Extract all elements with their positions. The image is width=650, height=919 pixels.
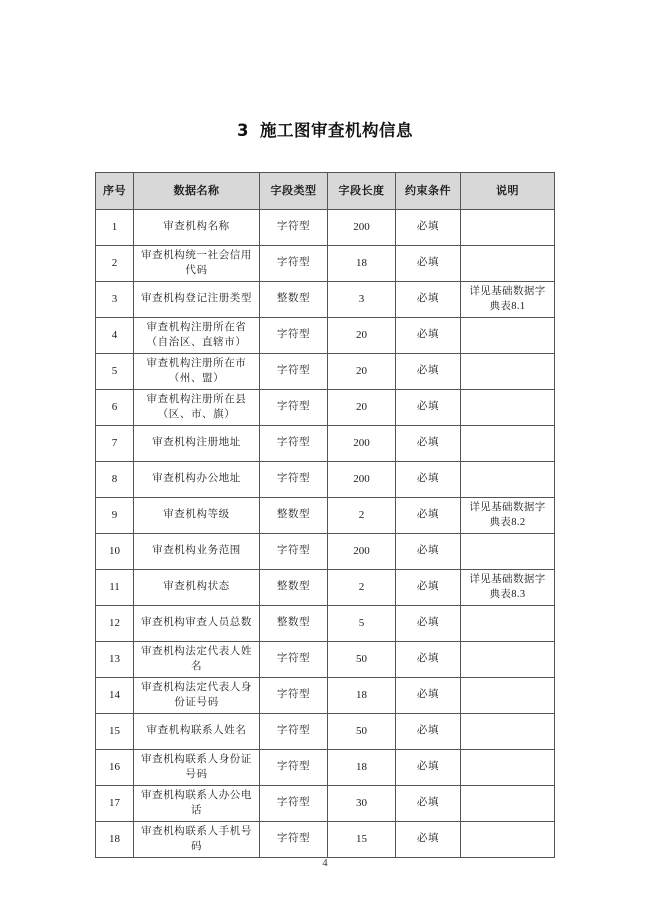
cell-constraint: 必填 [396,498,461,534]
cell-type: 字符型 [260,714,328,750]
column-header-length: 字段长度 [328,173,396,210]
cell-note [461,210,555,246]
table-header [96,173,555,210]
cell-name: 审查机构注册所在市（州、盟） [134,354,260,390]
cell-note [461,462,555,498]
cell-name: 审查机构状态 [134,570,260,606]
cell-seq: 2 [96,246,134,282]
cell-constraint: 必填 [396,642,461,678]
cell-constraint: 必填 [396,714,461,750]
cell-name: 审查机构联系人办公电话 [134,786,260,822]
cell-seq: 1 [96,210,134,246]
cell-note [461,678,555,714]
table-row [96,786,555,822]
cell-name: 审查机构登记注册类型 [134,282,260,318]
cell-name: 审查机构法定代表人身份证号码 [134,678,260,714]
cell-type: 字符型 [260,642,328,678]
cell-seq: 11 [96,570,134,606]
cell-length: 50 [328,714,396,750]
cell-seq: 9 [96,498,134,534]
table-row [96,246,555,282]
column-header-type: 字段类型 [260,173,328,210]
cell-length: 20 [328,390,396,426]
cell-length: 2 [328,498,396,534]
cell-note [461,714,555,750]
cell-note: 详见基础数据字典表8.2 [461,498,555,534]
cell-name: 审查机构注册地址 [134,426,260,462]
cell-type: 字符型 [260,822,328,858]
spec-table-container [95,172,554,858]
cell-type: 字符型 [260,318,328,354]
cell-type: 字符型 [260,462,328,498]
cell-name: 审查机构法定代表人姓名 [134,642,260,678]
table-row [96,282,555,318]
cell-type: 字符型 [260,750,328,786]
cell-note: 详见基础数据字典表8.3 [461,570,555,606]
cell-seq: 12 [96,606,134,642]
cell-name: 审查机构业务范围 [134,534,260,570]
table-row [96,642,555,678]
cell-length: 5 [328,606,396,642]
table-row [96,714,555,750]
cell-constraint: 必填 [396,822,461,858]
cell-note [461,642,555,678]
table-row [96,498,555,534]
cell-type: 字符型 [260,426,328,462]
cell-type: 字符型 [260,678,328,714]
cell-length: 200 [328,462,396,498]
cell-seq: 6 [96,390,134,426]
cell-constraint: 必填 [396,462,461,498]
table-header-row [96,173,555,210]
cell-constraint: 必填 [396,606,461,642]
cell-length: 30 [328,786,396,822]
table-row [96,822,555,858]
cell-seq: 13 [96,642,134,678]
cell-type: 整数型 [260,606,328,642]
cell-name: 审查机构等级 [134,498,260,534]
cell-length: 200 [328,534,396,570]
cell-length: 18 [328,246,396,282]
cell-length: 2 [328,570,396,606]
cell-note [461,822,555,858]
table-row [96,678,555,714]
cell-seq: 3 [96,282,134,318]
cell-note [461,318,555,354]
cell-note [461,534,555,570]
table-row [96,462,555,498]
cell-seq: 14 [96,678,134,714]
cell-note [461,246,555,282]
table-row [96,570,555,606]
cell-length: 50 [328,642,396,678]
cell-constraint: 必填 [396,354,461,390]
cell-seq: 10 [96,534,134,570]
cell-seq: 17 [96,786,134,822]
cell-name: 审查机构注册所在省（自治区、直辖市） [134,318,260,354]
table-body [96,210,555,858]
cell-name: 审查机构审查人员总数 [134,606,260,642]
table-row [96,210,555,246]
cell-type: 整数型 [260,570,328,606]
cell-length: 3 [328,282,396,318]
cell-length: 18 [328,678,396,714]
table-row [96,606,555,642]
cell-name: 审查机构联系人姓名 [134,714,260,750]
cell-type: 字符型 [260,390,328,426]
cell-constraint: 必填 [396,786,461,822]
table-row [96,426,555,462]
cell-length: 200 [328,426,396,462]
cell-type: 整数型 [260,282,328,318]
cell-length: 18 [328,750,396,786]
cell-constraint: 必填 [396,246,461,282]
cell-type: 字符型 [260,246,328,282]
cell-length: 20 [328,318,396,354]
section-title-number: 3 [237,121,249,140]
cell-seq: 16 [96,750,134,786]
page-number: 4 [322,858,328,869]
table-row [96,750,555,786]
cell-seq: 15 [96,714,134,750]
cell-constraint: 必填 [396,282,461,318]
cell-name: 审查机构名称 [134,210,260,246]
cell-type: 字符型 [260,210,328,246]
cell-note [461,786,555,822]
cell-length: 15 [328,822,396,858]
cell-constraint: 必填 [396,390,461,426]
cell-type: 字符型 [260,354,328,390]
cell-note [461,390,555,426]
cell-note [461,354,555,390]
table-row [96,354,555,390]
cell-seq: 4 [96,318,134,354]
cell-seq: 8 [96,462,134,498]
column-header-note: 说明 [461,173,555,210]
cell-type: 字符型 [260,786,328,822]
cell-seq: 7 [96,426,134,462]
cell-type: 整数型 [260,498,328,534]
cell-name: 审查机构联系人身份证号码 [134,750,260,786]
column-header-seq: 序号 [96,173,134,210]
table-row [96,534,555,570]
table-row [96,318,555,354]
cell-note [461,750,555,786]
cell-constraint: 必填 [396,750,461,786]
cell-seq: 5 [96,354,134,390]
cell-note [461,426,555,462]
table-row [96,390,555,426]
cell-constraint: 必填 [396,534,461,570]
cell-name: 审查机构联系人手机号码 [134,822,260,858]
cell-constraint: 必填 [396,570,461,606]
cell-length: 200 [328,210,396,246]
column-header-name: 数据名称 [134,173,260,210]
field-spec-table [95,172,555,858]
cell-type: 字符型 [260,534,328,570]
cell-constraint: 必填 [396,210,461,246]
cell-length: 20 [328,354,396,390]
cell-name: 审查机构办公地址 [134,462,260,498]
cell-note [461,606,555,642]
cell-constraint: 必填 [396,426,461,462]
column-header-constraint: 约束条件 [396,173,461,210]
cell-constraint: 必填 [396,678,461,714]
cell-name: 审查机构注册所在县（区、市、旗） [134,390,260,426]
cell-name: 审查机构统一社会信用代码 [134,246,260,282]
cell-seq: 18 [96,822,134,858]
section-title [0,117,650,141]
cell-constraint: 必填 [396,318,461,354]
cell-note: 详见基础数据字典表8.1 [461,282,555,318]
section-title-text: 施工图审查机构信息 [259,121,413,140]
